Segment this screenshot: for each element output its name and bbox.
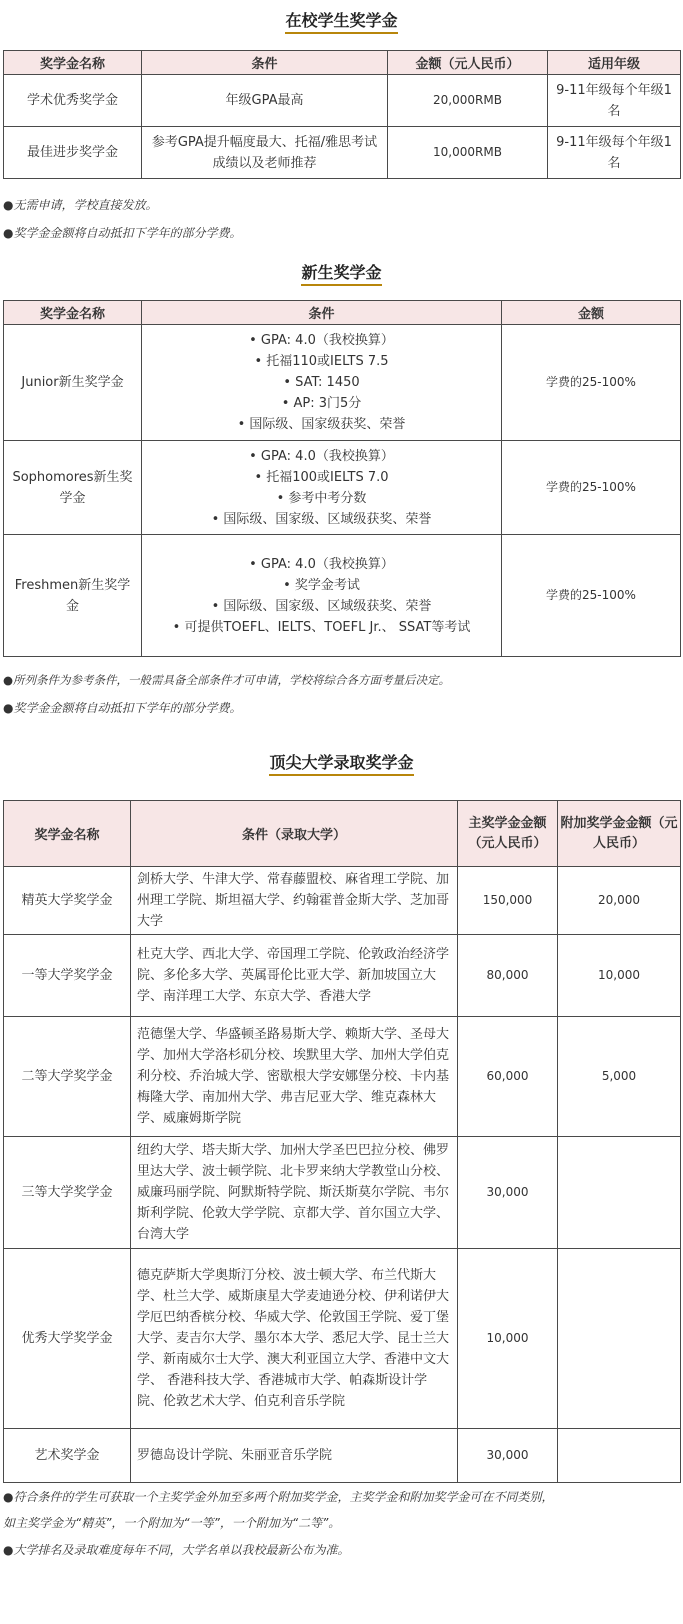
condition-item: • 托福110或IELTS 7.5 bbox=[254, 354, 389, 369]
scholarship-amount: 学费的25-100% bbox=[502, 535, 681, 657]
note: ●符合条件的学生可获取一个主奖学金外加至多两个附加奖学金，主奖学金和附加奖学金可在不同类别， bbox=[3, 1490, 554, 1504]
scholarship-grade: 9-11年级每个年级1名 bbox=[548, 127, 681, 179]
scholarship-conditions bbox=[142, 535, 502, 657]
university-list: 范德堡大学、华盛顿圣路易斯大学、赖斯大学、圣母大学、加州大学洛杉矶分校、埃默里大学、加州大学伯克利分校、乔治城大学、密歇根大学安娜堡分校、卡内基梅隆大学、南加州大学、弗吉尼亚大学、维克森林大学、威廉姆斯学院 bbox=[131, 1017, 458, 1137]
table-row bbox=[4, 1017, 681, 1137]
main-amount: 10,000 bbox=[458, 1249, 558, 1429]
scholarship-name: Sophomores新生奖学金 bbox=[4, 441, 142, 535]
header-cell: 奖学金名称 bbox=[4, 51, 142, 75]
condition-item: • 国际级、国家级、区域级获奖、荣誉 bbox=[211, 511, 432, 527]
university-list: 德克萨斯大学奥斯汀分校、波士顿大学、布兰代斯大学、杜兰大学、威斯康星大学麦迪逊分校、伊利诺伊大学厄巴纳香槟分校、华威大学、伦敦国王学院、爱丁堡大学、麦吉尔大学、墨尔本大学、悉尼大学、昆士兰大学、新南威尔士大学、澳大利亚国立大学、香港中文大学、 香港科技大学、香港城市大学、帕森斯设计学院、伦敦艺术大学、伯克利音乐学院 bbox=[131, 1249, 458, 1429]
table-header-row bbox=[4, 301, 681, 325]
note: ●大学排名及录取难度每年不同，大学名单以我校最新公布为准。 bbox=[3, 1543, 350, 1557]
header-cell: 奖学金名称 bbox=[4, 301, 142, 325]
scholarship-name: Junior新生奖学金 bbox=[4, 325, 142, 441]
main-amount: 150,000 bbox=[458, 867, 558, 935]
condition-item: • 托福100或IELTS 7.0 bbox=[254, 469, 389, 485]
section3-title: 顶尖大学录取奖学金 bbox=[0, 750, 683, 773]
table-row bbox=[4, 1249, 681, 1429]
extra-amount: 10,000 bbox=[558, 935, 681, 1017]
scholarship-name: 优秀大学奖学金 bbox=[4, 1249, 131, 1429]
main-amount: 30,000 bbox=[458, 1137, 558, 1249]
note: ●奖学金金额将自动抵扣下学年的部分学费。 bbox=[3, 226, 242, 240]
section1-title: 在校学生奖学金 bbox=[0, 8, 683, 31]
university-list: 纽约大学、塔夫斯大学、加州大学圣巴巴拉分校、佛罗里达大学、波士顿学院、北卡罗来纳大学教堂山分校、威廉玛丽学院、阿默斯特学院、斯沃斯莫尔学院、韦尔斯利学院、伦敦大学学院、京都大学、首尔国立大学、台湾大学 bbox=[131, 1137, 458, 1249]
table-row bbox=[4, 325, 681, 441]
condition-item: • 参考中考分数 bbox=[276, 490, 367, 506]
university-admission-table bbox=[3, 800, 681, 1483]
condition-item: • GPA: 4.0（我校换算） bbox=[249, 448, 394, 464]
main-amount: 80,000 bbox=[458, 935, 558, 1017]
condition-item: • 国际级、国家级、区域级获奖、荣誉 bbox=[211, 598, 432, 614]
scholarship-name: 二等大学奖学金 bbox=[4, 1017, 131, 1137]
header-cell: 条件 bbox=[142, 51, 388, 75]
main-amount: 60,000 bbox=[458, 1017, 558, 1137]
scholarship-amount: 学费的25-100% bbox=[502, 325, 681, 441]
header-cell: 金额 bbox=[502, 301, 681, 325]
scholarship-condition: 参考GPA提升幅度最大、托福/雅思考试成绩以及老师推荐 bbox=[142, 127, 388, 179]
note: ●奖学金金额将自动抵扣下学年的部分学费。 bbox=[3, 701, 242, 715]
scholarship-conditions bbox=[142, 441, 502, 535]
scholarship-condition: 年级GPA最高 bbox=[142, 75, 388, 127]
scholarship-grade: 9-11年级每个年级1名 bbox=[548, 75, 681, 127]
extra-amount bbox=[558, 1137, 681, 1249]
scholarship-name: 三等大学奖学金 bbox=[4, 1137, 131, 1249]
condition-item: • 国际级、国家级获奖、荣誉 bbox=[237, 417, 406, 432]
table-row bbox=[4, 867, 681, 935]
scholarship-name: 最佳进步奖学金 bbox=[4, 127, 142, 179]
table-row bbox=[4, 1429, 681, 1483]
new-students-table bbox=[3, 300, 681, 657]
scholarship-name: Freshmen新生奖学金 bbox=[4, 535, 142, 657]
table-header-row bbox=[4, 51, 681, 75]
note: ●所列条件为参考条件，一般需具备全部条件才可申请，学校将综合各方面考量后决定。 bbox=[3, 673, 451, 687]
extra-amount: 5,000 bbox=[558, 1017, 681, 1137]
condition-item: • GPA: 4.0（我校换算） bbox=[249, 333, 394, 348]
condition-item: • SAT: 1450 bbox=[283, 375, 360, 390]
table-row bbox=[4, 935, 681, 1017]
university-list: 罗德岛设计学院、朱丽亚音乐学院 bbox=[131, 1429, 458, 1483]
current-students-table bbox=[3, 50, 681, 179]
header-cell: 条件 bbox=[142, 301, 502, 325]
scholarship-conditions bbox=[142, 325, 502, 441]
header-cell: 奖学金名称 bbox=[4, 801, 131, 867]
condition-item: • GPA: 4.0（我校换算） bbox=[249, 556, 394, 572]
university-list: 剑桥大学、牛津大学、常春藤盟校、麻省理工学院、加州理工学院、斯坦福大学、约翰霍普金斯大学、芝加哥大学 bbox=[131, 867, 458, 935]
header-cell: 条件（录取大学） bbox=[131, 801, 458, 867]
table-row bbox=[4, 535, 681, 657]
main-amount: 30,000 bbox=[458, 1429, 558, 1483]
condition-item: • AP: 3门5分 bbox=[281, 396, 362, 411]
header-cell: 适用年级 bbox=[548, 51, 681, 75]
header-cell: 附加奖学金金额（元人民币） bbox=[558, 801, 681, 867]
table-row bbox=[4, 127, 681, 179]
note: ●无需申请，学校直接发放。 bbox=[3, 198, 158, 212]
scholarship-name: 艺术奖学金 bbox=[4, 1429, 131, 1483]
header-cell: 主奖学金金额（元人民币） bbox=[458, 801, 558, 867]
extra-amount: 20,000 bbox=[558, 867, 681, 935]
table-row bbox=[4, 75, 681, 127]
note: 如主奖学金为“精英”，一个附加为“一等”，一个附加为“二等”。 bbox=[3, 1516, 341, 1530]
table-row bbox=[4, 1137, 681, 1249]
scholarship-name: 学术优秀奖学金 bbox=[4, 75, 142, 127]
table-header-row bbox=[4, 801, 681, 867]
condition-item: • 奖学金考试 bbox=[283, 577, 360, 593]
scholarship-amount: 20,000RMB bbox=[388, 75, 548, 127]
extra-amount bbox=[558, 1429, 681, 1483]
scholarship-amount: 10,000RMB bbox=[388, 127, 548, 179]
extra-amount bbox=[558, 1249, 681, 1429]
section2-title: 新生奖学金 bbox=[0, 260, 683, 283]
scholarship-amount: 学费的25-100% bbox=[502, 441, 681, 535]
scholarship-name: 精英大学奖学金 bbox=[4, 867, 131, 935]
header-cell: 金额（元人民币） bbox=[388, 51, 548, 75]
table-row bbox=[4, 441, 681, 535]
condition-item: • 可提供TOEFL、IELTS、TOEFL Jr.、 SSAT等考试 bbox=[172, 619, 471, 635]
scholarship-name: 一等大学奖学金 bbox=[4, 935, 131, 1017]
university-list: 杜克大学、西北大学、帝国理工学院、伦敦政治经济学院、多伦多大学、英属哥伦比亚大学、新加坡国立大学、南洋理工大学、东京大学、香港大学 bbox=[131, 935, 458, 1017]
